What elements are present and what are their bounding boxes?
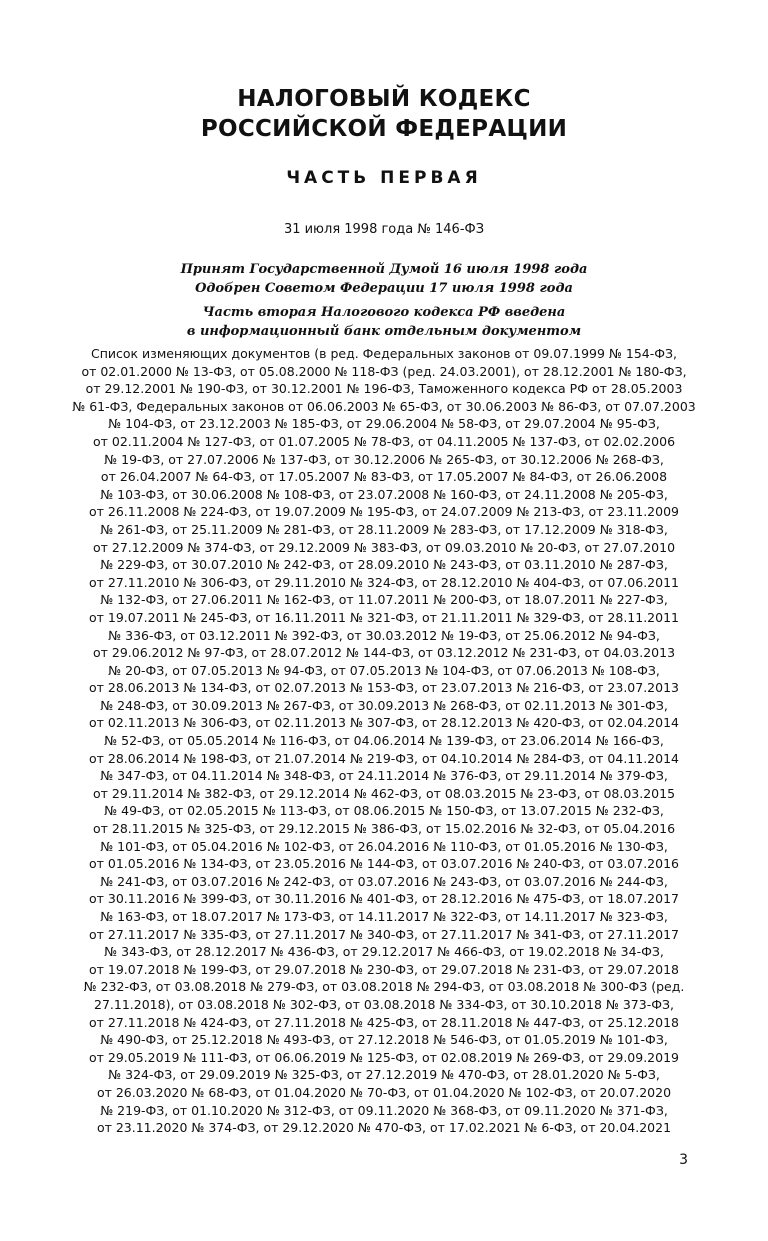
amendments-line: № 343-ФЗ, от 28.12.2017 № 436-ФЗ, от 29.12.2017 № 466-ФЗ, от 19.02.2018 № 34-ФЗ, — [104, 944, 664, 960]
amendments-line: № 163-ФЗ, от 18.07.2017 № 173-ФЗ, от 14.11.2017 № 322-ФЗ, от 14.11.2017 № 323-ФЗ, — [100, 909, 668, 924]
amendments-line: от 27.11.2010 № 306-ФЗ, от 29.11.2010 № 324-ФЗ, от 28.12.2010 № 404-ФЗ, от 07.06.2011 — [88, 574, 679, 590]
amendments-line: № 490-ФЗ, от 25.12.2018 № 493-ФЗ, от 27.12.2018 № 546-ФЗ, от 01.05.2019 № 101-ФЗ, — [100, 1032, 668, 1048]
amendments-line: от 28.06.2014 № 198-ФЗ, от 21.07.2014 № 219-ФЗ, от 04.10.2014 № 284-ФЗ, от 04.11.2014 — [88, 750, 679, 766]
amendments-line: от 23.11.2020 № 374-ФЗ, от 29.12.2020 № 470-ФЗ, от 17.02.2021 № 6-ФЗ, от 20.04.2021 — [96, 1120, 672, 1136]
amendments-line: № 61-ФЗ, Федеральных законов от 06.06.2003 № 65-ФЗ, от 30.06.2003 № 86-ФЗ, от 07.07.2003 — [72, 398, 696, 414]
note-line-1: Часть вторая Налогового кодекса РФ введена — [202, 305, 566, 320]
amendments-line: от 27.12.2009 № 374-ФЗ, от 29.12.2009 № 383-ФЗ, от 09.03.2010 № 20-ФЗ, от 27.07.2010 — [92, 539, 676, 555]
enactment-date: 31 июля 1998 года № 146-ФЗ — [283, 222, 485, 237]
title-line-1: НАЛОГОВЫЙ КОДЕКС — [237, 86, 531, 112]
amendments-line: № 104-ФЗ, от 23.12.2003 № 185-ФЗ, от 29.06.2004 № 58-ФЗ, от 29.07.2004 № 95-ФЗ, — [108, 416, 660, 432]
amendments-line: № 347-ФЗ, от 04.11.2014 № 348-ФЗ, от 24.11.2014 № 376-ФЗ, от 29.11.2014 № 379-ФЗ, — [100, 768, 668, 784]
page-number: 3 — [679, 1152, 688, 1168]
amendments-line: № 229-ФЗ, от 30.07.2010 № 242-ФЗ, от 28.09.2010 № 243-ФЗ, от 03.11.2010 № 287-ФЗ, — [100, 557, 668, 573]
amendments-line: № 248-ФЗ, от 30.09.2013 № 267-ФЗ, от 30.09.2013 № 268-ФЗ, от 02.11.2013 № 301-ФЗ, — [100, 697, 668, 713]
amendments-line: № 261-ФЗ, от 25.11.2009 № 281-ФЗ, от 28.11.2009 № 283-ФЗ, от 17.12.2009 № 318-ФЗ, — [100, 521, 668, 537]
amendments-line: от 28.06.2013 № 134-ФЗ, от 02.07.2013 № 153-ФЗ, от 23.07.2013 № 216-ФЗ, от 23.07.2013 — [88, 680, 679, 696]
amendments-line: от 28.11.2015 № 325-ФЗ, от 29.12.2015 № 386-ФЗ, от 15.02.2016 № 32-ФЗ, от 05.04.2016 — [92, 821, 676, 837]
amendments-line: № 52-ФЗ, от 05.05.2014 № 116-ФЗ, от 04.06.2014 № 139-ФЗ, от 23.06.2014 № 166-ФЗ, — [104, 733, 664, 749]
amendments-line: от 27.11.2017 № 335-ФЗ, от 27.11.2017 № 340-ФЗ, от 27.11.2017 № 341-ФЗ, от 27.11.2017 — [88, 926, 679, 942]
amendments-line: № 232-ФЗ, от 03.08.2018 № 279-ФЗ, от 03.08.2018 № 294-ФЗ, от 03.08.2018 № 300-ФЗ (ред. — [83, 979, 685, 995]
amendments-line: № 336-ФЗ, от 03.12.2011 № 392-ФЗ, от 30.03.2012 № 19-ФЗ, от 25.06.2012 № 94-ФЗ, — [108, 627, 660, 643]
amendments-line: № 219-ФЗ, от 01.10.2020 № 312-ФЗ, от 09.11.2020 № 368-ФЗ, от 09.11.2020 № 371-ФЗ, — [100, 1102, 668, 1118]
adoption-line-2: Одобрен Советом Федерации 17 июля 1998 года — [195, 281, 573, 296]
amendments-line: от 19.07.2018 № 199-ФЗ, от 29.07.2018 № 230-ФЗ, от 29.07.2018 № 231-ФЗ, от 29.07.2018 — [88, 961, 679, 977]
amendments-line: от 26.04.2007 № 64-ФЗ, от 17.05.2007 № 83-ФЗ, от 17.05.2007 № 84-ФЗ, от 26.06.2008 — [100, 469, 668, 485]
amendments-line: от 02.11.2004 № 127-ФЗ, от 01.07.2005 № 78-ФЗ, от 04.11.2005 № 137-ФЗ, от 02.02.2006 — [92, 433, 676, 449]
amendments-line: от 29.11.2014 № 382-ФЗ, от 29.12.2014 № 462-ФЗ, от 08.03.2015 № 23-ФЗ, от 08.03.2015 — [92, 785, 676, 801]
amendments-line: от 29.12.2001 № 190-ФЗ, от 30.12.2001 № 196-ФЗ, Таможенного кодекса РФ от 28.05.2003 — [85, 381, 683, 397]
amendments-line: № 49-ФЗ, от 02.05.2015 № 113-ФЗ, от 08.06.2015 № 150-ФЗ, от 13.07.2015 № 232-ФЗ, — [104, 803, 664, 819]
amendments-line: от 30.11.2016 № 399-ФЗ, от 30.11.2016 № 401-ФЗ, от 28.12.2016 № 475-ФЗ, от 18.07.2017 — [88, 891, 679, 907]
amendments-line: от 29.05.2019 № 111-ФЗ, от 06.06.2019 № 125-ФЗ, от 02.08.2019 № 269-ФЗ, от 29.09.2019 — [88, 1049, 679, 1065]
amendments-line: Список изменяющих документов (в ред. Федеральных законов от 09.07.1999 № 154-ФЗ, — [90, 346, 678, 361]
amendments-line: № 101-ФЗ, от 05.04.2016 № 102-ФЗ, от 26.04.2016 № 110-ФЗ, от 01.05.2016 № 130-ФЗ, — [100, 838, 668, 854]
amendments-line: от 26.11.2008 № 224-ФЗ, от 19.07.2009 № 195-ФЗ, от 24.07.2009 № 213-ФЗ, от 23.11.2009 — [88, 504, 679, 520]
editorial-note — [0, 303, 768, 341]
amendments-line: № 324-ФЗ, от 29.09.2019 № 325-ФЗ, от 27.12.2019 № 470-ФЗ, от 28.01.2020 № 5-ФЗ, — [108, 1067, 660, 1083]
title-line-2: РОССИЙСКОЙ ФЕДЕРАЦИИ — [200, 116, 568, 142]
amendments-line: № 103-ФЗ, от 30.06.2008 № 108-ФЗ, от 23.07.2008 № 160-ФЗ, от 24.11.2008 № 205-ФЗ, — [100, 486, 668, 502]
amendments-line: № 132-ФЗ, от 27.06.2011 № 162-ФЗ, от 11.07.2011 № 200-ФЗ, от 18.07.2011 № 227-ФЗ, — [100, 592, 668, 608]
amendments-line: от 02.11.2013 № 306-ФЗ, от 02.11.2013 № 307-ФЗ, от 28.12.2013 № 420-ФЗ, от 02.04.2014 — [88, 715, 679, 731]
amendments-line: 27.11.2018), от 03.08.2018 № 302-ФЗ, от 03.08.2018 № 334-ФЗ, от 30.10.2018 № 373-ФЗ, — [94, 996, 674, 1012]
amendments-line: № 19-ФЗ, от 27.07.2006 № 137-ФЗ, от 30.12.2006 № 265-ФЗ, от 30.12.2006 № 268-ФЗ, — [104, 451, 664, 467]
part-heading: ЧАСТЬ ПЕРВАЯ — [286, 168, 482, 188]
adoption-line-1: Принят Государственной Думой 16 июля 1998 года — [180, 262, 588, 277]
adoption-info — [0, 260, 768, 298]
amendments-line: № 241-ФЗ, от 03.07.2016 № 242-ФЗ, от 03.07.2016 № 243-ФЗ, от 03.07.2016 № 244-ФЗ, — [100, 873, 668, 889]
document-title — [0, 84, 768, 144]
amendments-line: от 02.01.2000 № 13-ФЗ, от 05.08.2000 № 118-ФЗ (ред. 24.03.2001), от 28.12.2001 № 180-ФЗ, — [81, 363, 687, 379]
amendments-line: от 29.06.2012 № 97-ФЗ, от 28.07.2012 № 144-ФЗ, от 03.12.2012 № 231-ФЗ, от 04.03.2013 — [92, 645, 676, 661]
amendments-line: от 26.03.2020 № 68-ФЗ, от 01.04.2020 № 70-ФЗ, от 01.04.2020 № 102-ФЗ, от 20.07.2020 — [96, 1084, 672, 1100]
amendments-list — [50, 345, 718, 1137]
amendments-line: от 01.05.2016 № 134-ФЗ, от 23.05.2016 № 144-ФЗ, от 03.07.2016 № 240-ФЗ, от 03.07.2016 — [88, 856, 679, 872]
amendments-line: № 20-ФЗ, от 07.05.2013 № 94-ФЗ, от 07.05.2013 № 104-ФЗ, от 07.06.2013 № 108-ФЗ, — [108, 662, 660, 678]
amendments-line: от 19.07.2011 № 245-ФЗ, от 16.11.2011 № 321-ФЗ, от 21.11.2011 № 329-ФЗ, от 28.11.2011 — [88, 609, 679, 625]
amendments-line: от 27.11.2018 № 424-ФЗ, от 27.11.2018 № 425-ФЗ, от 28.11.2018 № 447-ФЗ, от 25.12.2018 — [88, 1014, 679, 1030]
note-line-2: в информационный банк отдельным документом — [186, 324, 582, 339]
